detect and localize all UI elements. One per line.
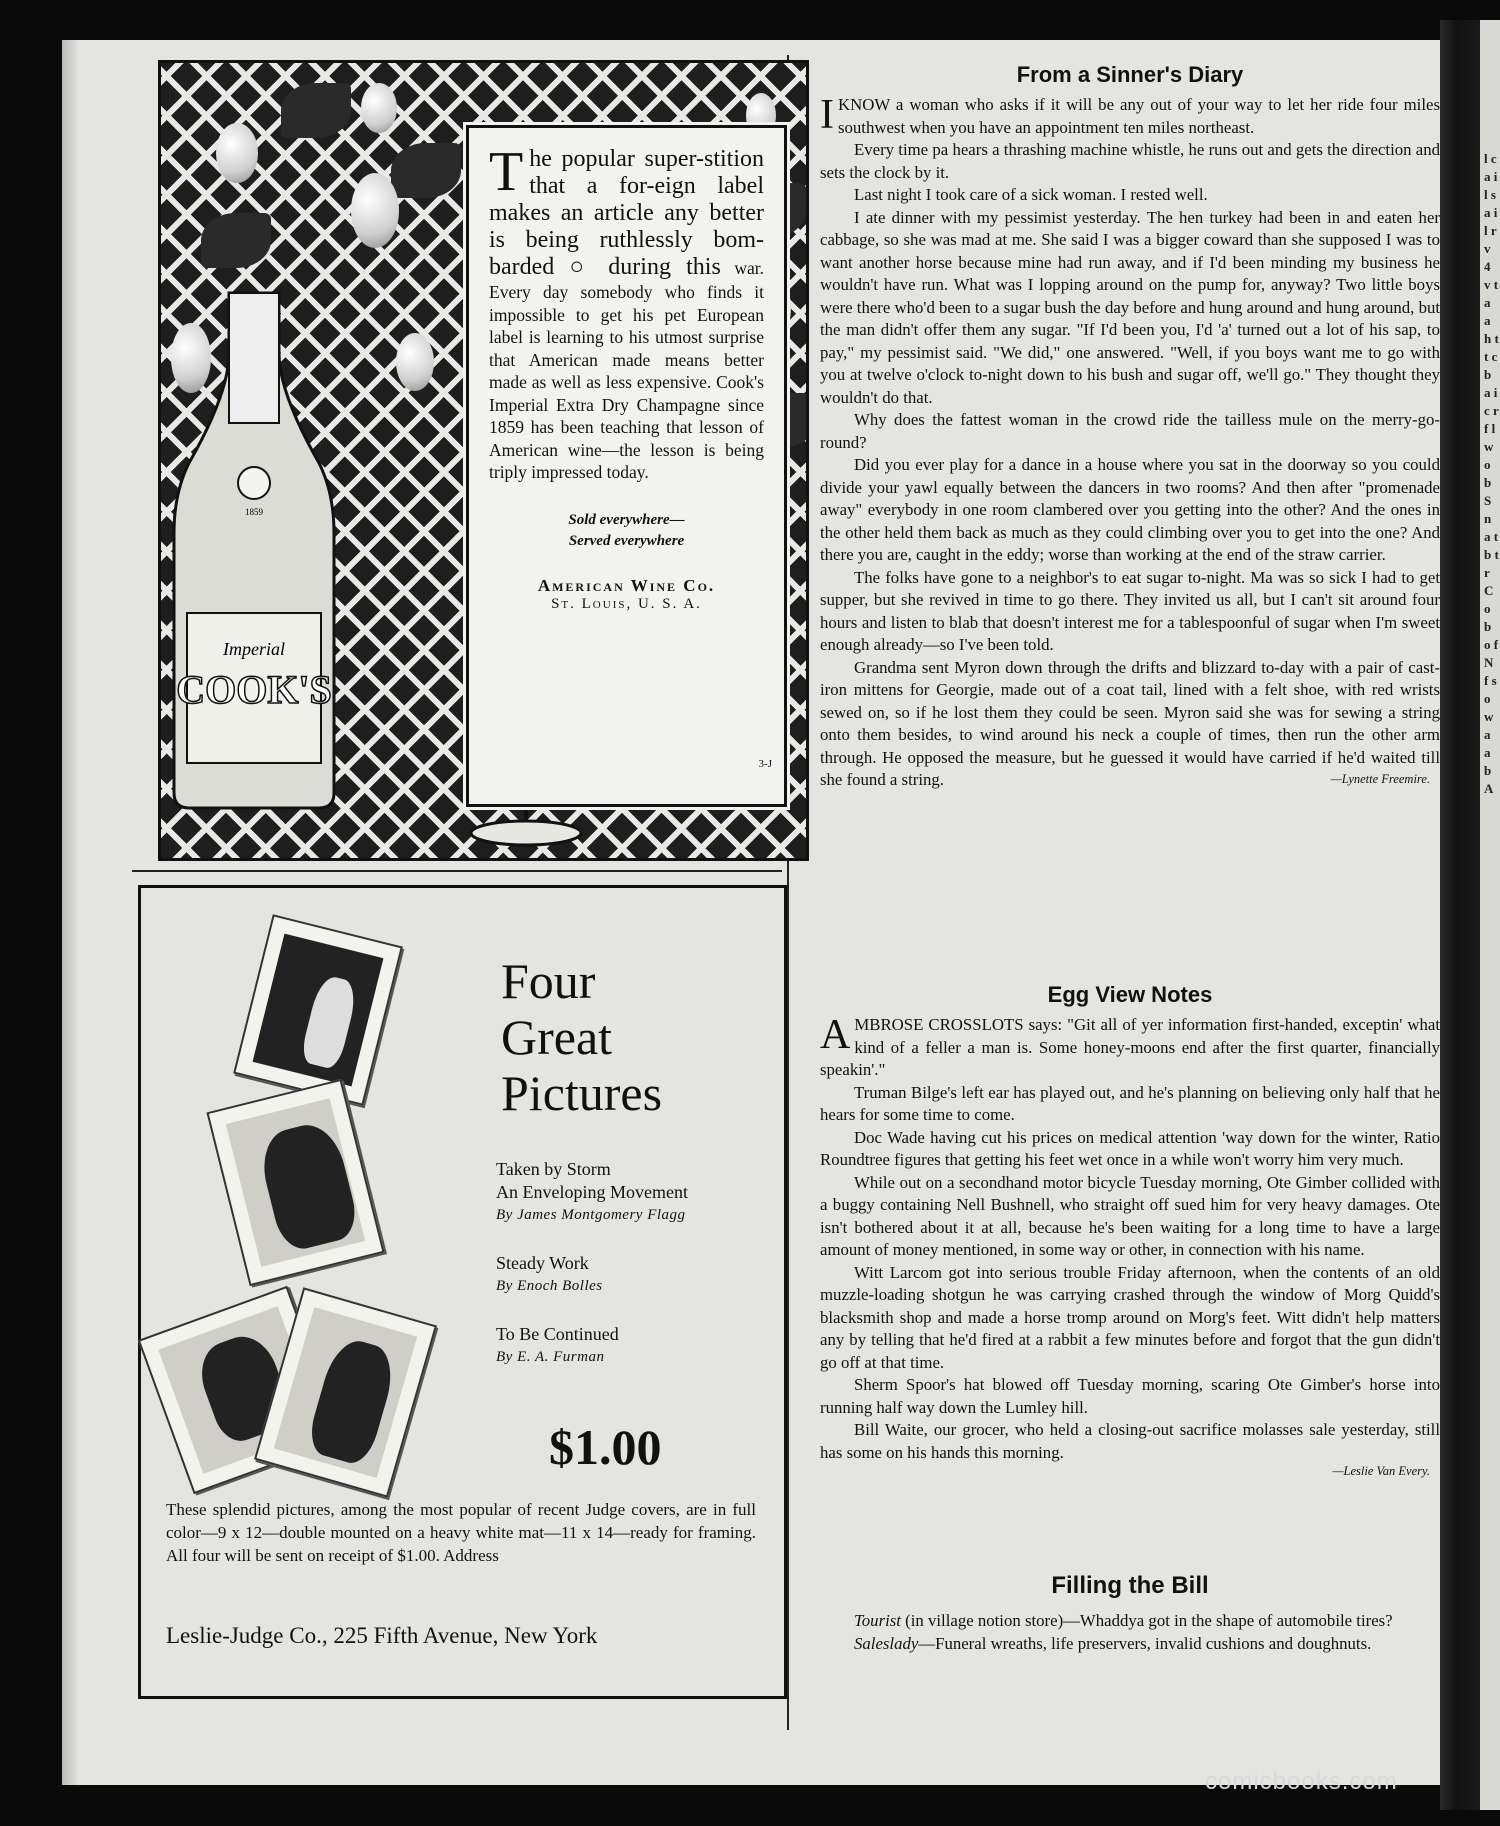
work-artist: By James Montgomery Flagg [496, 1207, 686, 1223]
ad-code: 3-J [758, 758, 772, 770]
title-line: Four [501, 953, 596, 1009]
sinners-diary-article [820, 62, 1440, 787]
dialogue-line: —Funeral wreaths, life preservers, invalid cushions and doughnuts. [918, 1633, 1372, 1653]
ad-headline: he popular super-stition that a for-eign label makes an article any better is being ruthlessly bom-barded [489, 146, 764, 280]
leaf [391, 143, 461, 198]
grape-cluster [396, 333, 434, 391]
sold-everywhere: Sold everywhere— [568, 511, 685, 528]
ad-headline-end: during this [608, 254, 721, 280]
bottle-label-imperial: Imperial [223, 639, 285, 659]
author-signature: —Leslie Van Every. [1332, 1464, 1430, 1478]
article-title: Egg View Notes [1047, 982, 1213, 1007]
page-gutter [1440, 20, 1480, 1810]
paragraph: Last night I took care of a sick woman. I rested well. [854, 185, 1208, 204]
ad-body: war. Every day somebody who finds it impossible to get his pet European label is learning to his utmost surprise that American made means better made as well as less expensive. Cook's Imperial Extra Dry Champagne since 1859 has been teaching that lesson of American wine—the lesson is being triply impressed today. [489, 258, 765, 482]
grape-cluster [351, 173, 399, 248]
speaker: Saleslady [854, 1633, 919, 1653]
price: $1.00 [549, 1419, 662, 1475]
work-artist: By Enoch Bolles [496, 1278, 603, 1294]
picture-card-2 [206, 1079, 384, 1286]
picture-list [496, 1158, 776, 1369]
dialogue-line: (in village notion store)—Whaddya got in the shape of automobile tires? [900, 1611, 1393, 1630]
dropcap: A [820, 1012, 851, 1058]
title-line: Pictures [501, 1065, 663, 1121]
egg-view-notes-article [820, 982, 1440, 1479]
picture-card-1 [233, 914, 403, 1106]
work-title: To Be Continued [496, 1324, 619, 1344]
filling-the-bill-article [820, 1572, 1440, 1655]
paragraph: MBROSE CROSSLOTS says: "Git all of yer information first-handed, exceptin' what kind of a feller a man is. Some honey-moons end after the first quarter, financially speakin'." [820, 1015, 1440, 1079]
work-title: An Enveloping Movement [496, 1182, 688, 1202]
next-page-fragment: l c a i l s a i l r v 4 v t a a h t t c b a i c r f l w o b S n a t b t r C o b o f N f s o w a a b A [1484, 151, 1499, 796]
ad-title [501, 953, 662, 1121]
company-city: St. Louis, U. S. A. [551, 595, 702, 612]
bottle-label-cooks: COOK'S [176, 667, 332, 712]
page-edge [62, 40, 80, 1785]
cooks-champagne-ad [158, 60, 809, 861]
watermark: comicbooks.com [1205, 1768, 1398, 1795]
paragraph: I ate dinner with my pessimist yesterday. The hen turkey had been in and eaten her cabbage, so she was mad at me. She said I was a bigger coward than she supposed I was to want another horse because mine had run away, and if I'd been minding my business he wouldn't have run. What was I lopping around on the pump for, anyway? Two little boys were there who'd been to a sugar bush the day before and hung around and hung around, but the man didn't offer them any sugar. "If I'd been you, I'd 'a' turned out a lot of his sap, to pay," my pessimist said. "We did," one answered. "Well, if you boys want me to go with you at twelve o'clock to-night down to his bush and sugar off, we'll go." They thought they wouldn't do that. [820, 207, 1441, 407]
grape-cluster [361, 83, 397, 133]
author-signature: —Lynette Freemire. [1330, 771, 1430, 786]
work-artist: By E. A. Furman [496, 1349, 605, 1365]
champagne-bottle-illustration [169, 283, 339, 813]
paragraph: Grandma sent Myron down through the drifts and blizzard to-day with a pair of cast-iron mittens for Georgie, made out of a coat tail, lined with a felt shoe, with red wrists sewed on, so if he lost them they could be seen. Myron said she was for sewing a string onto them besides, to wind around his neck a couple of times, then run the other arm through. He opposed the measure, but he guessed it would have carried if he'd waited till she found a string. [820, 657, 1440, 789]
dropcap: I [820, 92, 834, 138]
dropcap: T [489, 141, 524, 203]
paragraph: Did you ever play for a dance in a house where you sat in the doorway so you could divide your yawl equally between the dancers in two rooms? And then after "promenade away" everybody in one room clambered over you getting into the other? And the ones in the other held them back as much as they could climbing over you to get into the one? And there you are, caught in the eddy; worse than working at the end of the straw carrier. [820, 455, 1440, 564]
paragraph: The folks have gone to a neighbor's to eat sugar to-night. Ma was so sick I had to get supper, but she revived in time to go there. They invited us all, but I can't sit around four hours and listen to blab that doesn't interest me for a tablespoonful of sugar when I'm sweet enough already—so I've been told. [820, 567, 1440, 654]
leaf [201, 213, 271, 268]
work-title: Taken by Storm [496, 1159, 611, 1179]
four-great-pictures-ad [138, 885, 787, 1699]
ad-body: These splendid pictures, among the most popular of recent Judge covers, are in full color—9 x 12—double mounted on a heavy white mat—11 x 14—ready for framing. All four will be sent on receipt of $1.00. Address [166, 1500, 756, 1565]
paragraph: Witt Larcom got into serious trouble Friday afternoon, when the contents of an old muzzle-loading shotgun he was carrying crashed through the window of Morg Quidd's blacksmith shop and made a horse tromp around on Morg's feet. Witt didn't help matters any by telling that he'd fired at a rabbit a few minutes before and forgot that the gun didn't go off at that time. [820, 1262, 1440, 1372]
company-name: American Wine Co. [537, 575, 716, 595]
paragraph: Bill Waite, our grocer, who held a closing-out sacrifice molasses sale yesterday, still has some on his hands this morning. [820, 1420, 1440, 1462]
cooks-ad-copy: The popular super-stition that a for-eign label makes an article any better is being ruthlessly bom-barded ○ during this war. Every day somebody who finds it impossible to get his pet European label is learning to his utmost surprise that American made means better made as well as less expensive. Cook's Imperial Extra Dry Champagne since 1859 has been teaching that lesson of American wine—the lesson is being triply impressed today. Sold everywhere— Served everywhere American Wine Co. St. Louis, U. S. A. 3-J [466, 125, 787, 807]
paragraph: Why does the fattest woman in the crowd ride the tailless mule on the merry-go-round? [820, 410, 1440, 452]
article-title: Filling the Bill [1051, 1572, 1209, 1599]
article-title: From a Sinner's Diary [1016, 62, 1244, 87]
paragraph: Sherm Spoor's hat blowed off Tuesday morning, scaring Ote Gimber's horse into running half way down the Lumley hill. [820, 1375, 1440, 1417]
grape-cluster [216, 123, 258, 183]
paragraph: Every time pa hears a thrashing machine whistle, he runs out and gets the direction and sets the clock by it. [820, 140, 1440, 182]
speaker: Tourist [854, 1611, 901, 1630]
paragraph: KNOW a woman who asks if it will be any out of your way to let her ride four miles southwest when you have an appointment ten miles northeast. [838, 95, 1440, 137]
bottle-year: 1859 [245, 507, 263, 517]
ad-separator-rule [132, 870, 782, 872]
publisher-address: Leslie-Judge Co., 225 Fifth Avenue, New York [166, 1623, 598, 1648]
paragraph: Truman Bilge's left ear has played out, and he's planning on believing only half that he hears for some time to come. [820, 1082, 1440, 1124]
paragraph: While out on a secondhand motor bicycle Tuesday morning, Ote Gimber collided with a buggy containing Nell Bushnell, who straight off sued him for very heavy damages. Ote isn't bothered about it at all, because he's been waiting for a long time to have a large amount of money mentioned, in some way or other, in connection with his name. [820, 1172, 1440, 1259]
work-title: Steady Work [496, 1253, 589, 1273]
paragraph: Doc Wade having cut his prices on medical attention 'way down for the winter, Ratio Roundtree figures that getting his feet wet once in a while won't worry him very much. [820, 1127, 1440, 1169]
leaf [281, 83, 351, 138]
title-line: Great [501, 1009, 613, 1065]
served-everywhere: Served everywhere [568, 532, 685, 549]
